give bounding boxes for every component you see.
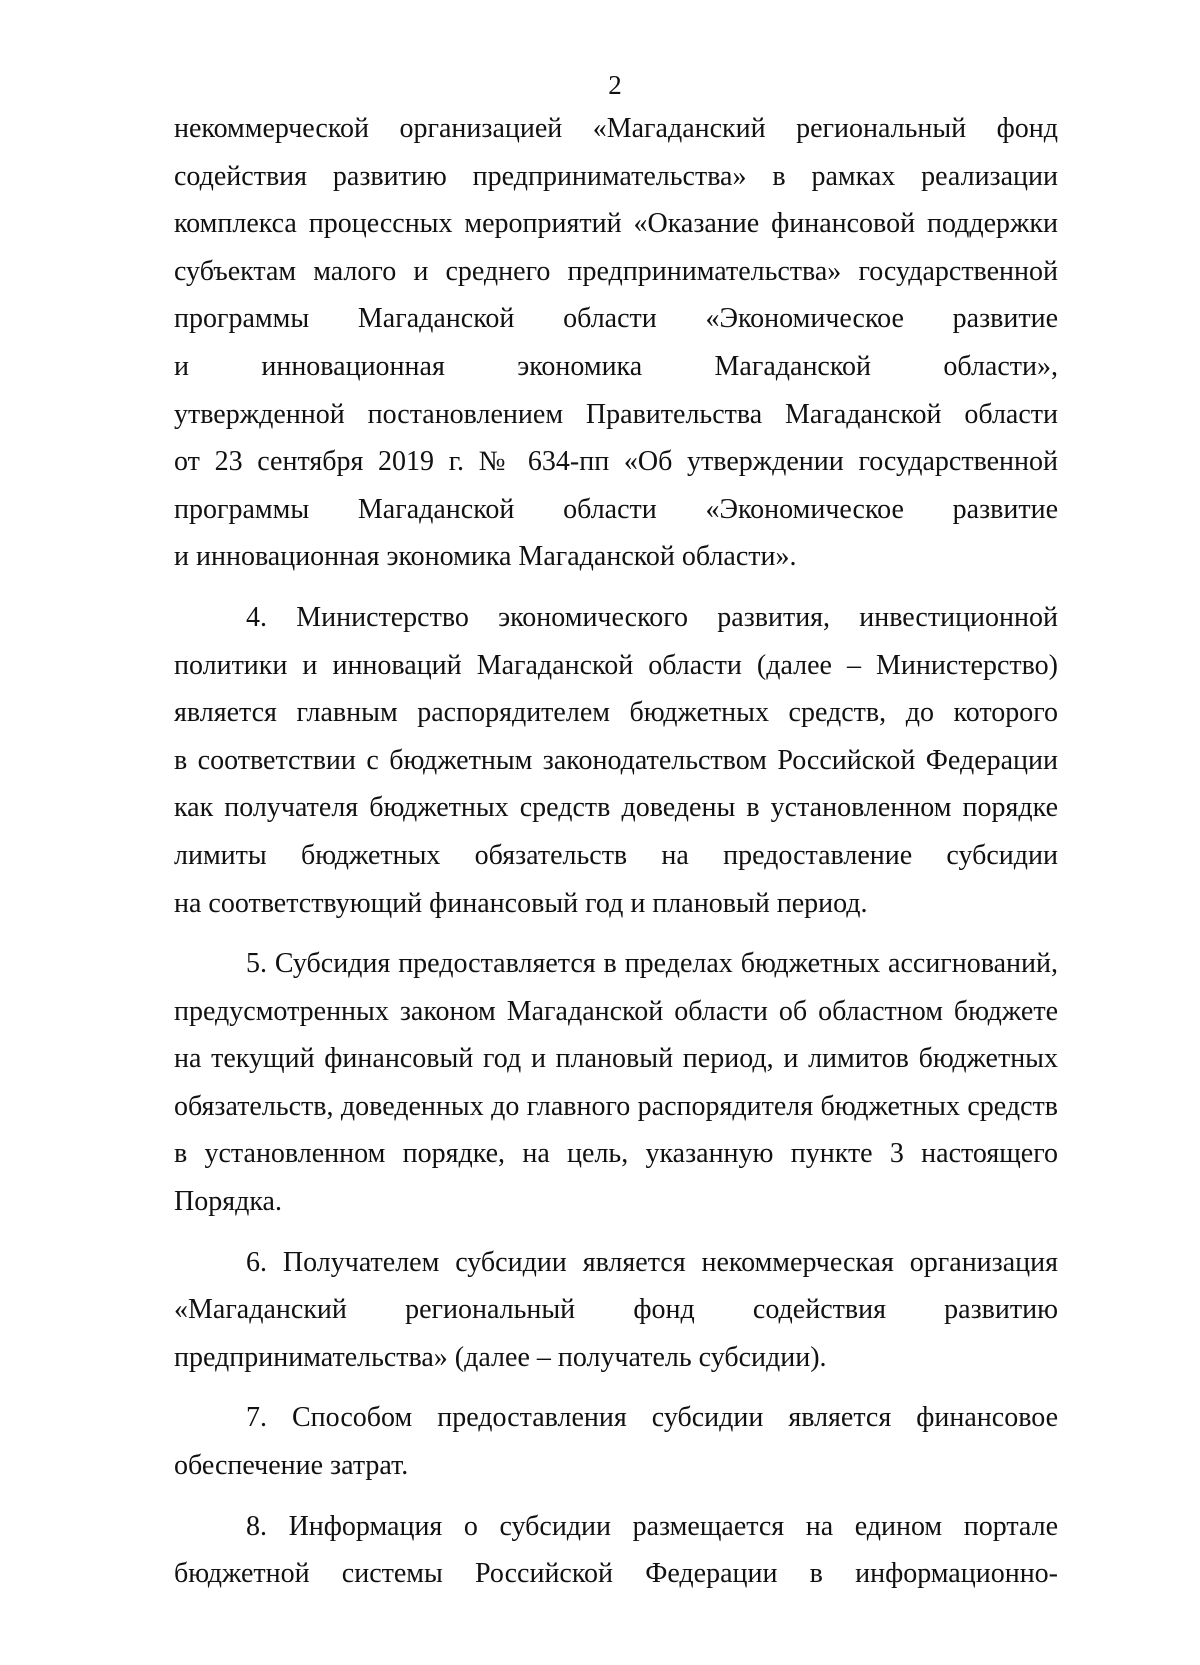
text-line: лимиты бюджетных обязательств на предоставление субсидии: [174, 839, 1058, 871]
text-line: 8. Информация о субсидии размещается на едином портале: [246, 1510, 1058, 1542]
text-line: программы Магаданской области «Экономическое развитие: [174, 493, 1058, 525]
text-line: «Магаданский региональный фонд содействия развитию: [174, 1294, 1058, 1326]
text-line: предусмотренных законом Магаданской области об областном бюджете: [174, 995, 1058, 1027]
paragraph-4: [174, 594, 1058, 927]
text-line: комплекса процессных мероприятий «Оказание финансовой поддержки: [174, 208, 1058, 240]
text-line: на текущий финансовый год и плановый период, и лимитов бюджетных: [174, 1043, 1058, 1075]
text-line: 5. Субсидия предоставляется в пределах бюджетных ассигнований,: [246, 948, 1058, 980]
text-line: на соответствующий финансовый год и плановый период.: [174, 887, 868, 919]
text-line: программы Магаданской области «Экономическое развитие: [174, 303, 1058, 335]
paragraph-8: [174, 1503, 1058, 1598]
text-line: обязательств, доведенных до главного распорядителя бюджетных средств: [174, 1090, 1058, 1122]
paragraph-5: [174, 940, 1058, 1226]
paragraph-6: [174, 1239, 1058, 1382]
paragraph-7: [174, 1394, 1058, 1489]
text-line: и инновационная экономика Магаданской области».: [174, 541, 797, 573]
text-line: субъектам малого и среднего предпринимательства» государственной: [174, 255, 1058, 287]
text-line: 4. Министерство экономического развития, инвестиционной: [246, 601, 1058, 633]
text-line: 7. Способом предоставления субсидии является финансовое: [246, 1402, 1058, 1434]
text-line: некоммерческой организацией «Магаданский региональный фонд: [174, 113, 1058, 144]
text-line: Порядка.: [174, 1186, 282, 1218]
text-line: и инновационная экономика Магаданской области»,: [174, 350, 1058, 382]
text-line: обеспечение затрат.: [174, 1450, 409, 1482]
document-body: [174, 105, 1058, 1598]
text-line: в установленном порядке, на цель, указанную пункте 3 настоящего: [174, 1138, 1058, 1170]
text-line: 6. Получателем субсидии является некоммерческая организация: [246, 1246, 1058, 1278]
text-line: предпринимательства» (далее – получатель субсидии).: [174, 1341, 827, 1373]
text-line: политики и инноваций Магаданской области (далее – Министерство): [174, 649, 1058, 681]
text-line: содействия развитию предпринимательства» в рамках реализации: [174, 160, 1058, 192]
page-number: 2: [608, 70, 622, 100]
text-line: как получателя бюджетных средств доведены в установленном порядке: [174, 792, 1058, 824]
paragraph-continuation: [174, 105, 1058, 581]
text-line: от 23 сентября 2019 г. № 634-пп «Об утверждении государственной: [174, 446, 1058, 478]
text-line: бюджетной системы Российской Федерации в информационно-: [174, 1558, 1058, 1590]
text-line: является главным распорядителем бюджетных средств, до которого: [174, 697, 1058, 729]
text-line: в соответствии с бюджетным законодательством Российской Федерации: [174, 744, 1058, 776]
text-line: утвержденной постановлением Правительства Магаданской области: [174, 398, 1058, 430]
